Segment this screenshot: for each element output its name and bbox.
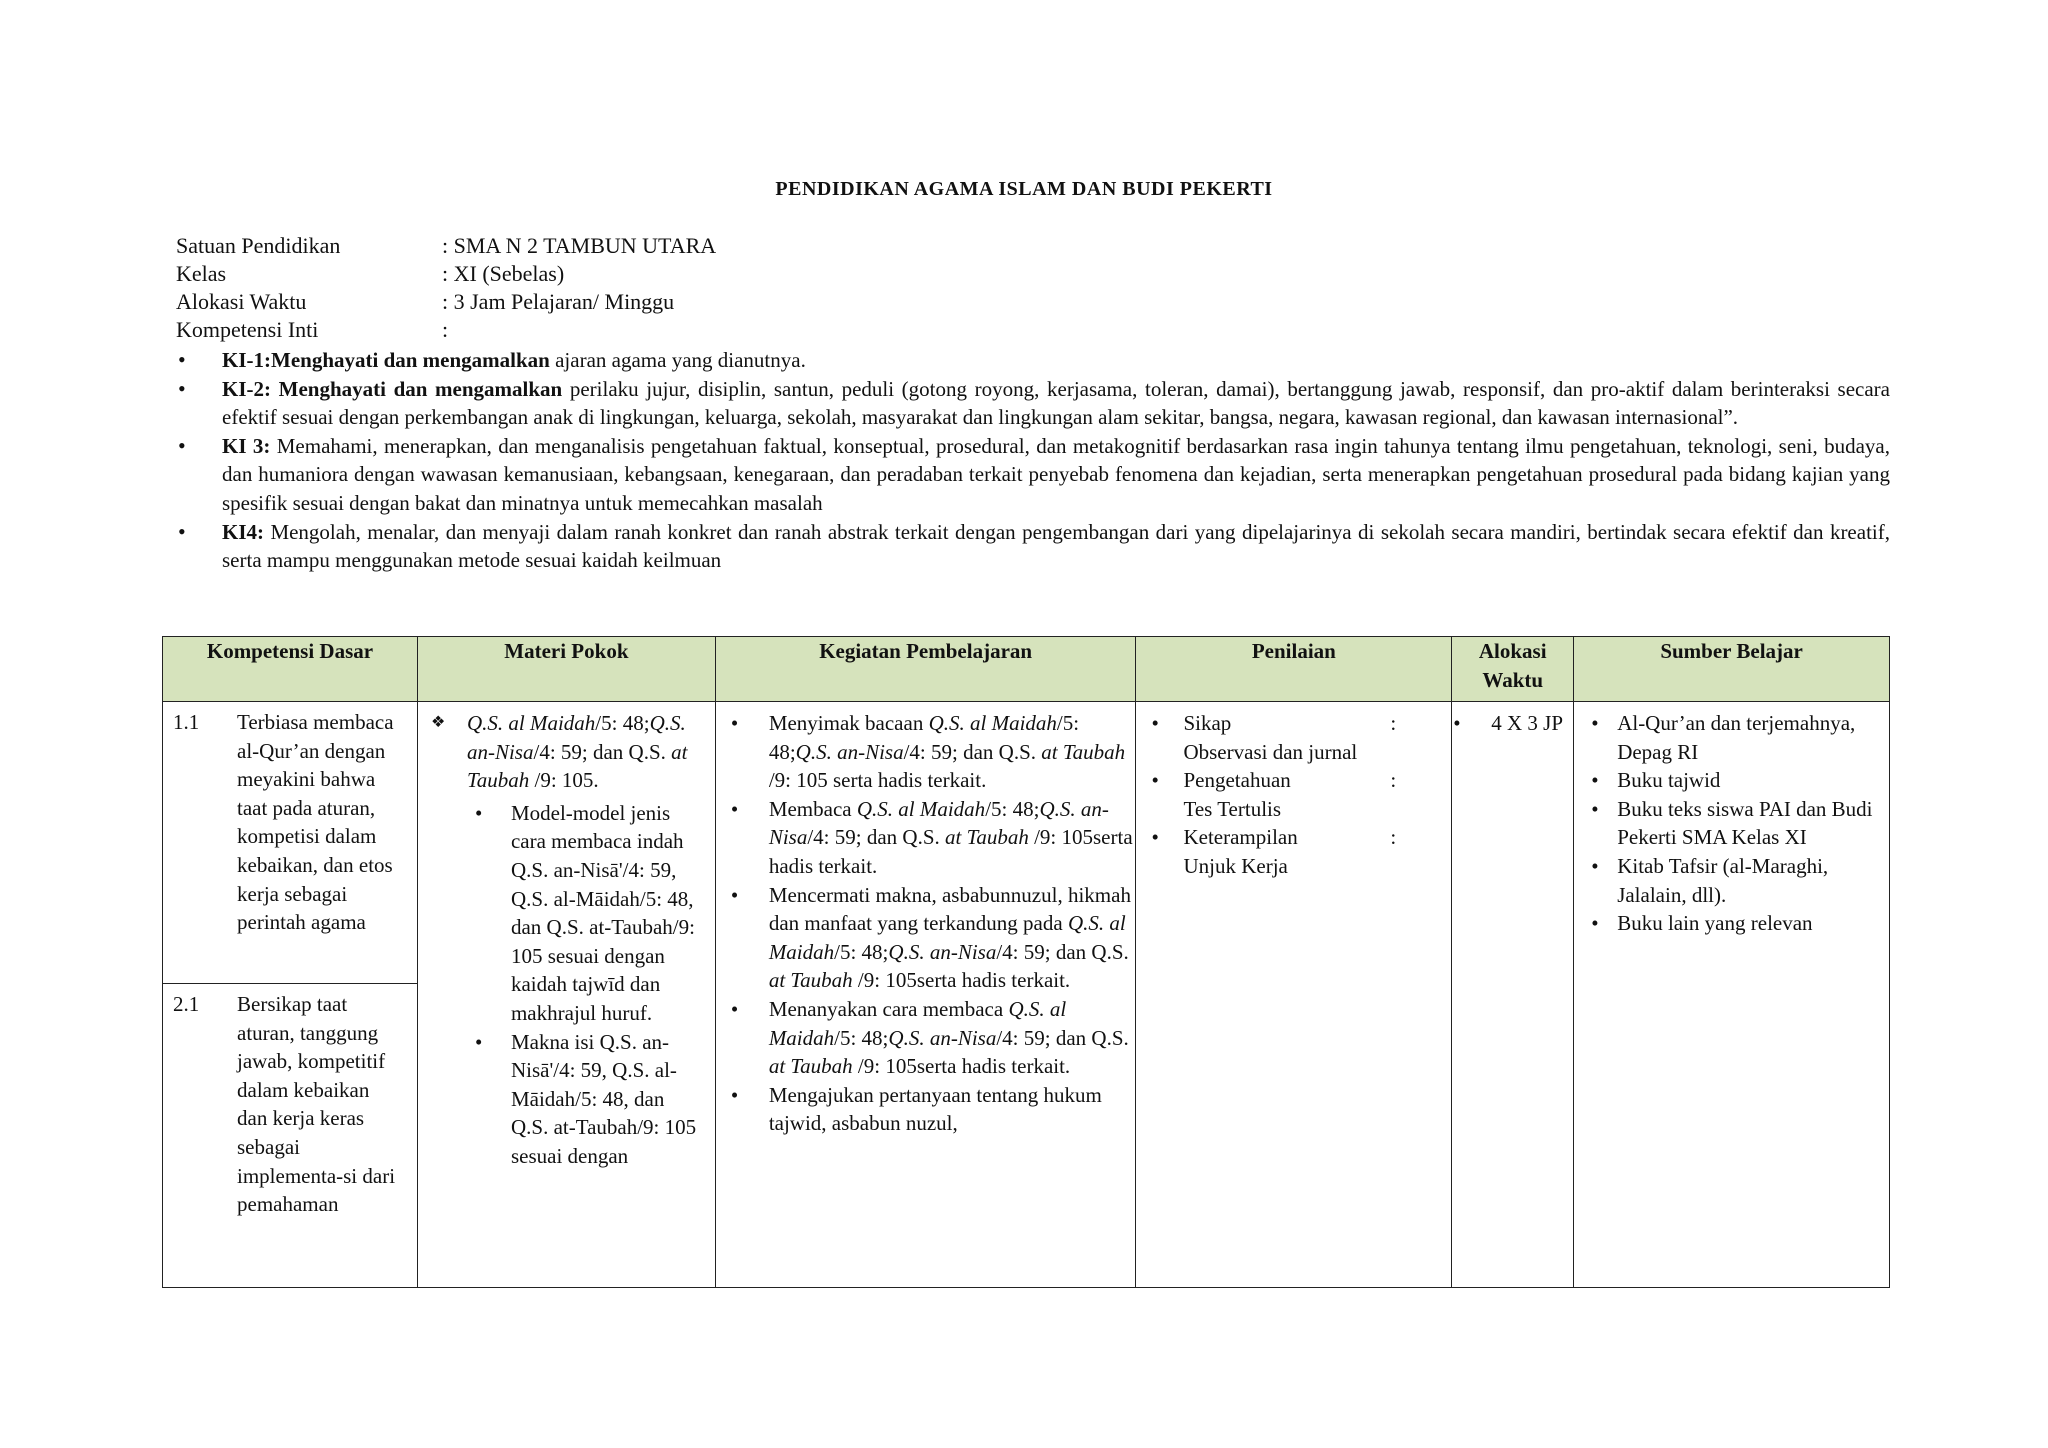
- info-label: Alokasi Waktu: [176, 289, 307, 314]
- penilaian-label: Sikap: [1183, 711, 1232, 735]
- kegiatan-ref: at Taubah: [1041, 739, 1126, 764]
- kompetensi-dasar-cell: [163, 702, 418, 1288]
- kegiatan-list: [717, 709, 1135, 1138]
- header-materi-pokok: Materi Pokok: [417, 637, 715, 702]
- table-header-row: [163, 637, 1890, 702]
- materi-ref-text: /4: 59; dan Q.S.: [533, 739, 672, 764]
- kegiatan-text: /4: 59; dan Q.S.: [807, 825, 945, 850]
- penilaian-label: Keterampilan: [1183, 825, 1298, 850]
- sumber-item: • Buku lain yang relevan: [1575, 909, 1888, 938]
- materi-sub-list: [471, 799, 704, 1171]
- kegiatan-text: Mengajukan pertanyaan tentang hukum tajwid, asbabun nuzul,: [768, 1082, 1102, 1136]
- kegiatan-text: /5: 48;: [834, 939, 889, 964]
- penilaian-item-sikap: [1137, 709, 1450, 766]
- kegiatan-text: /9: 105serta hadis terkait.: [768, 825, 1133, 878]
- penilaian-cell: [1136, 702, 1452, 1288]
- materi-ref: at Taubah: [466, 739, 688, 793]
- ki-item-3: [176, 432, 1890, 518]
- info-row-kelas: [176, 260, 716, 288]
- kompetensi-inti-list: [176, 346, 1890, 575]
- page-title: PENDIDIKAN AGAMA ISLAM DAN BUDI PEKERTI: [775, 178, 1273, 200]
- kegiatan-ref: at Taubah: [945, 825, 1029, 850]
- kegiatan-ref: Q.S. al Maidah: [768, 911, 1126, 964]
- materi-ref: Q.S. al Maidah: [466, 711, 596, 735]
- materi-sub-item: • Model-model jenis cara membaca indah Q.S. an-Nisā'/4: 59, Q.S. al-Māidah/5: 48, dan Q.S. at-Taubah/9: 105 sesuai dengan kaidah tajwīd dan makhrajul huruf.: [471, 799, 704, 1028]
- alokasi-value: • 4 X 3 JP: [1453, 703, 1572, 738]
- ki-text: perilaku jujur, disiplin, santun, peduli (gotong royong, kerjasama, toleran, damai), bertanggung jawab, responsif, dan pro-aktif dalam berinteraksi secara efektif sesuai dengan perkembangan anak di lingkungan, keluarga, sekolah, masyarakat dan lingkungan alam sekitar, bangsa, negara, kawasan regional, dan kawasan internasional”.: [222, 376, 1890, 430]
- kd-item: [163, 702, 417, 984]
- kegiatan-ref: Q.S. an-Nisa: [888, 939, 997, 964]
- kegiatan-ref: Q.S. an-Nisa: [888, 1025, 997, 1050]
- info-label: Kelas: [176, 261, 227, 286]
- kegiatan-item: [717, 995, 1135, 1081]
- kd-number: 2.1: [173, 992, 200, 1016]
- kegiatan-text: /5: 48;: [834, 1025, 889, 1050]
- info-label: Satuan Pendidikan: [176, 233, 341, 258]
- header-kegiatan-pembelajaran: Kegiatan Pembelajaran: [715, 637, 1136, 702]
- kegiatan-item: [717, 881, 1135, 995]
- kegiatan-ref: Q.S. al Maidah: [928, 711, 1057, 735]
- ki-item-2: [176, 375, 1890, 432]
- kegiatan-text: Membaca: [768, 796, 857, 821]
- info-label: Kompetensi Inti: [176, 317, 319, 342]
- header-alokasi-waktu: Alokasi Waktu: [1452, 637, 1574, 702]
- penilaian-colon: :: [1390, 711, 1397, 735]
- info-row-satuan: [176, 232, 716, 260]
- kegiatan-item: [717, 1081, 1135, 1138]
- materi-ref-text: /5: 48;: [595, 711, 650, 735]
- materi-main-item: [431, 709, 704, 795]
- kegiatan-text: /9: 105 serta hadis terkait.: [768, 768, 987, 793]
- kegiatan-item: [717, 709, 1135, 795]
- kd-text: Terbiasa membaca al-Qur’an dengan meyakini bahwa taat pada aturan, kompetisi dalam kebaikan, dan etos kerja sebagai perintah agama: [237, 710, 394, 935]
- materi-content: [419, 703, 714, 1171]
- identity-block: [176, 232, 716, 344]
- kegiatan-text: /5: 48;: [985, 796, 1040, 821]
- penilaian-label: Pengetahuan: [1183, 768, 1291, 793]
- penilaian-item-keterampilan: [1137, 823, 1450, 880]
- kegiatan-ref: at Taubah: [768, 968, 853, 993]
- ki-lead: KI-2: Menghayati dan mengamalkan: [222, 376, 563, 401]
- kegiatan-ref: Q.S. al Maidah: [768, 996, 1067, 1050]
- kd-text: Bersikap taat aturan, tanggung jawab, kompetitif dalam kebaikan dan kerja keras sebagai implementa-si dari pemahaman: [237, 992, 396, 1217]
- kegiatan-text: /9: 105serta hadis terkait.: [852, 968, 1071, 993]
- info-value: : XI (Sebelas): [442, 261, 565, 286]
- info-value: :: [442, 317, 449, 342]
- ki-lead: KI4:: [222, 519, 264, 544]
- sumber-list: [1575, 709, 1888, 938]
- penilaian-colon: :: [1390, 768, 1397, 793]
- header-sumber-belajar: Sumber Belajar: [1574, 637, 1890, 702]
- kegiatan-item: [717, 795, 1135, 881]
- materi-ref: Q.S. an-Nisa: [466, 711, 686, 764]
- header-penilaian: Penilaian: [1136, 637, 1452, 702]
- kegiatan-text: Menyimak bacaan: [768, 711, 929, 735]
- ki-item-1: [176, 346, 1890, 375]
- kegiatan-text: Menanyakan cara membaca: [768, 996, 1009, 1021]
- table-row: [163, 702, 1890, 1288]
- kd-number: 1.1: [173, 710, 200, 734]
- kegiatan-text: Mencermati makna, asbabunnuzul, hikmah dan manfaat yang terkandung pada: [768, 882, 1131, 936]
- ki-item-4: [176, 518, 1890, 575]
- kegiatan-text: /4: 59; dan Q.S.: [996, 1025, 1129, 1050]
- ki-lead: KI 3:: [222, 433, 271, 458]
- alokasi-waktu-cell: [1452, 702, 1574, 1288]
- info-row-alokasi: [176, 288, 716, 316]
- ki-text: Memahami, menerapkan, dan menganalisis pengetahuan faktual, konseptual, prosedural, dan metakognitif berdasarkan rasa ingin tahunya tentang ilmu pengetahuan, teknologi, seni, budaya, dan humaniora dengan wawasan kemanusiaan, kebangsaan, kenegaraan, dan peradaban terkait penyebab fenomena dan kejadian, serta menerapkan pengetahuan prosedural pada bidang kajian yang spesifik sesuai dengan bakat dan minatnya untuk memecahkan masalah: [222, 433, 1890, 515]
- info-row-kompetensi-inti: [176, 316, 716, 344]
- kegiatan-ref: Q.S. an-Nisa: [768, 796, 1109, 850]
- sumber-item: • Buku tajwid: [1575, 766, 1888, 795]
- info-value: : 3 Jam Pelajaran/ Minggu: [442, 289, 675, 314]
- penilaian-desc: Observasi dan jurnal: [1183, 739, 1358, 764]
- kegiatan-text: /5: 48;: [768, 711, 1080, 764]
- ki-text: Mengolah, menalar, dan menyaji dalam ranah konkret dan ranah abstrak terkait dengan pengembangan dari yang dipelajarinya di sekolah secara mandiri, bertindak secara efektif dan kreatif, serta mampu menggunakan metode sesuai kaidah keilmuan: [222, 519, 1890, 573]
- materi-pokok-cell: [417, 702, 715, 1288]
- sumber-item: • Al-Qur’an dan terjemahnya, Depag RI: [1575, 709, 1888, 766]
- materi-ref-text: /9: 105.: [529, 768, 599, 793]
- penilaian-desc: Tes Tertulis: [1183, 796, 1282, 821]
- header-kompetensi-dasar: Kompetensi Dasar: [163, 637, 418, 702]
- sumber-belajar-cell: [1574, 702, 1890, 1288]
- kegiatan-ref: Q.S. al Maidah: [856, 796, 986, 821]
- ki-lead: KI-1:Menghayati dan mengamalkan: [222, 348, 550, 372]
- sumber-item: • Buku teks siswa PAI dan Budi Pekerti SMA Kelas XI: [1575, 795, 1888, 852]
- penilaian-colon: :: [1390, 825, 1397, 850]
- info-value: : SMA N 2 TAMBUN UTARA: [442, 233, 717, 258]
- kd-item: [163, 984, 417, 1223]
- kegiatan-ref: at Taubah: [768, 1054, 853, 1079]
- kegiatan-pembelajaran-cell: [715, 702, 1136, 1288]
- penilaian-item-pengetahuan: [1137, 766, 1450, 823]
- kegiatan-text: /4: 59; dan Q.S.: [996, 939, 1129, 964]
- sumber-item: • Kitab Tafsir (al-Maraghi, Jalalain, dll).: [1575, 852, 1888, 909]
- materi-sub-item: • Makna isi Q.S. an-Nisā'/4: 59, Q.S. al-Māidah/5: 48, dan Q.S. at-Taubah/9: 105 sesuai dengan: [471, 1028, 704, 1171]
- silabus-table: [162, 636, 1890, 1288]
- ki-text: ajaran agama yang dianutnya.: [549, 348, 806, 372]
- kegiatan-ref: Q.S. an-Nisa: [795, 739, 904, 764]
- kegiatan-text: /9: 105serta hadis terkait.: [852, 1054, 1071, 1079]
- penilaian-list: [1137, 709, 1450, 881]
- kegiatan-text: /4: 59; dan Q.S.: [903, 739, 1042, 764]
- penilaian-desc: Unjuk Kerja: [1183, 853, 1288, 878]
